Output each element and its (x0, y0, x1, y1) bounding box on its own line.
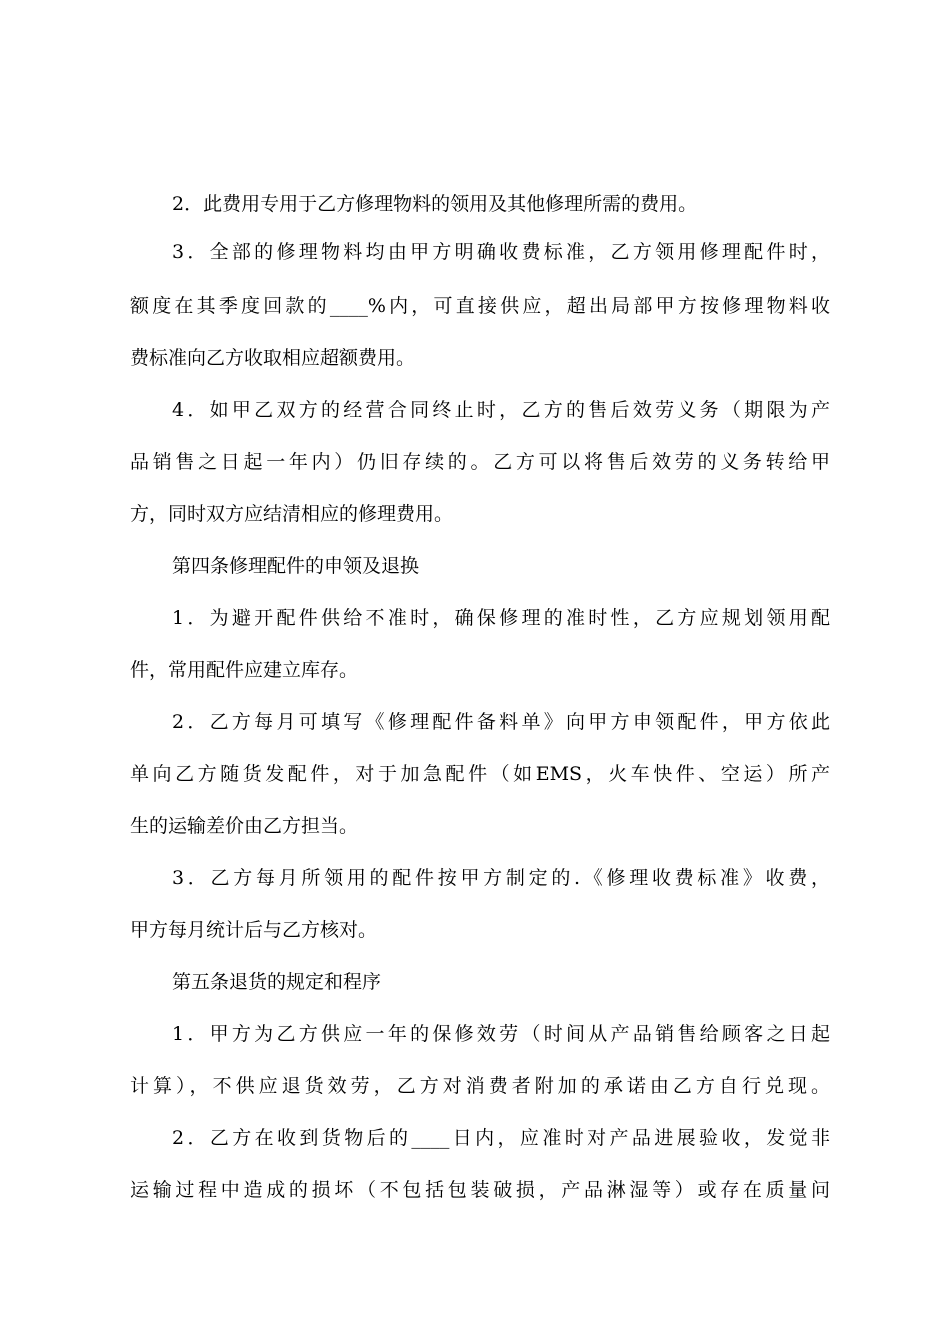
paragraph-line: 2．乙方每月可填写《修理配件备料单》向甲方申领配件，甲方依此 (172, 711, 830, 733)
paragraph-line: 1．甲方为乙方供应一年的保修效劳（时间从产品销售给顾客之日起 (172, 1023, 830, 1045)
paragraph-line: 件，常用配件应建立库存。 (130, 659, 359, 681)
paragraph-line: 品销售之日起一年内）仍旧存续的。乙方可以将售后效劳的义务转给甲 (130, 451, 830, 473)
section-heading: 第五条退货的规定和程序 (172, 971, 382, 993)
paragraph-line: 计算），不供应退货效劳，乙方对消费者附加的承诺由乙方自行兑现。 (130, 1075, 830, 1097)
paragraph-line: 费标准向乙方收取相应超额费用。 (130, 347, 416, 369)
paragraph-line: 方，同时双方应结清相应的修理费用。 (130, 503, 454, 525)
paragraph-line: 生的运输差价由乙方担当。 (130, 815, 359, 837)
paragraph-line: 1．为避开配件供给不准时，确保修理的准时性，乙方应规划领用配 (172, 607, 830, 629)
paragraph-line: 2．乙方在收到货物后的____日内，应准时对产品进展验收，发觉非 (172, 1127, 830, 1149)
paragraph-line: 甲方每月统计后与乙方核对。 (130, 919, 378, 941)
paragraph-line: 4．如甲乙双方的经营合同终止时，乙方的售后效劳义务（期限为产 (172, 399, 830, 421)
paragraph-line: 3．全部的修理物料均由甲方明确收费标准，乙方领用修理配件时， (172, 241, 830, 263)
paragraph-line: 2．此费用专用于乙方修理物料的领用及其他修理所需的费用。 (172, 193, 698, 215)
section-heading: 第四条修理配件的申领及退换 (172, 555, 420, 577)
paragraph-line: 单向乙方随货发配件，对于加急配件（如EMS，火车快件、空运）所产 (130, 763, 830, 785)
paragraph-line: 3．乙方每月所领用的配件按甲方制定的.《修理收费标准》收费， (172, 867, 830, 889)
paragraph-line: 额度在其季度回款的____%内，可直接供应，超出局部甲方按修理物料收 (130, 295, 830, 317)
paragraph-line: 运输过程中造成的损坏（不包括包装破损，产品淋湿等）或存在质量问 (130, 1179, 830, 1201)
